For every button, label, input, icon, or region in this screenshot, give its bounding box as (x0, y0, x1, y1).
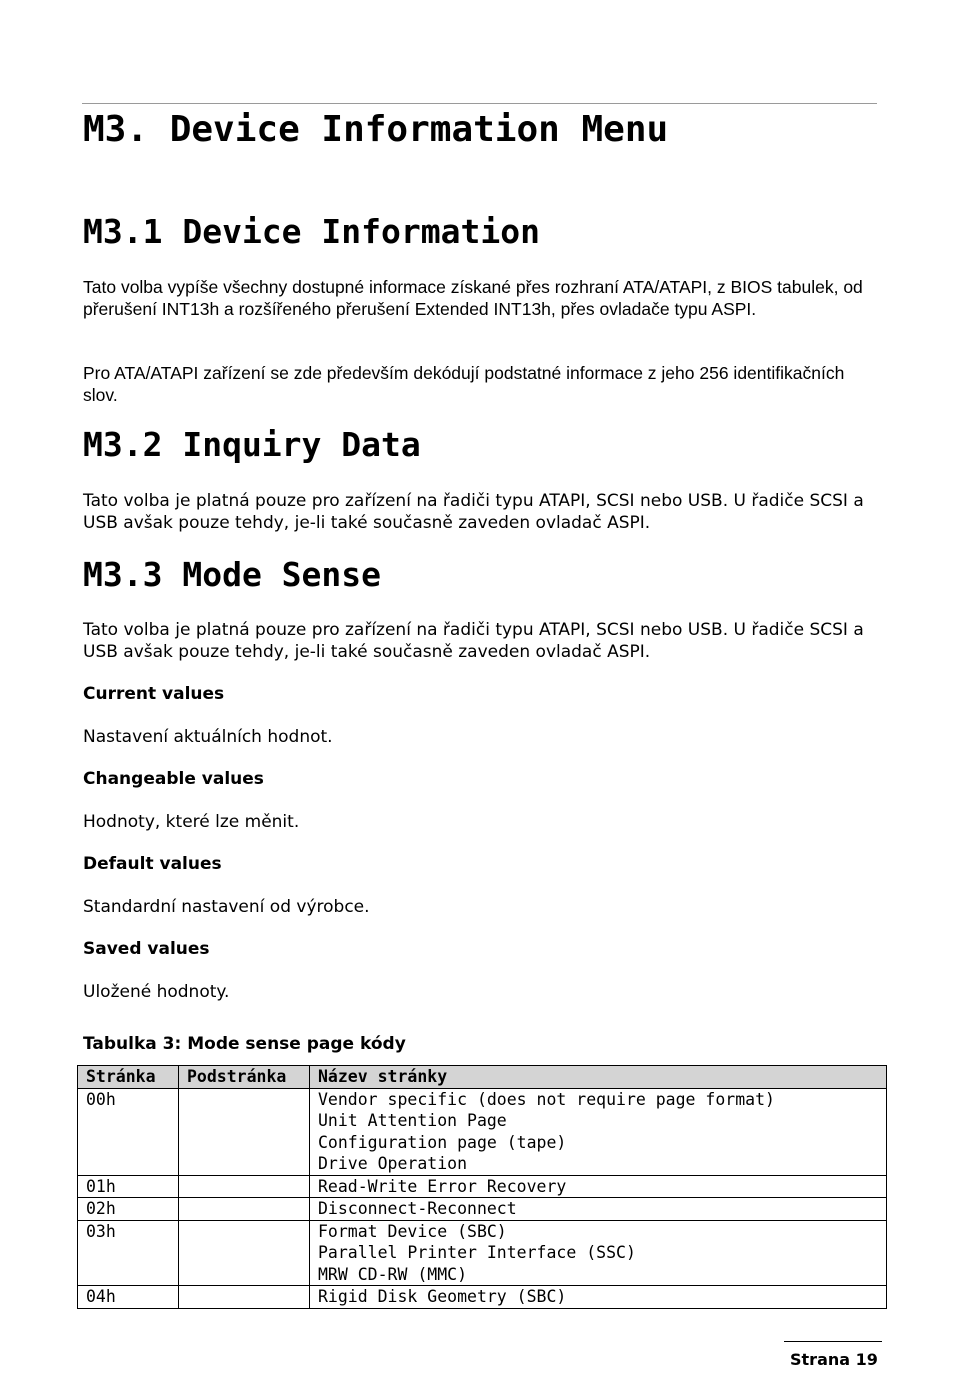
subheading-current-values: Current values (83, 684, 225, 704)
paragraph-inquiry-data: Tato volba je platná pouze pro zařízení na řadiči typu ATAPI, SCSI nebo USB. U řadiče SCSI a USB avšak pouze tehdy, je-li také současně zaveden ovladač ASPI. (83, 491, 864, 533)
section-heading-mode-sense: M3.3 Mode Sense (83, 555, 382, 594)
column-header-page: Stránka (78, 1066, 179, 1089)
cell-page-names (310, 1220, 887, 1286)
page-name: Format Device (SBC) (318, 1221, 507, 1241)
cell-subpage (179, 1175, 310, 1198)
cell-page: 04h (78, 1286, 179, 1309)
cell-page-names (310, 1198, 887, 1221)
table-row (78, 1175, 887, 1198)
page-name: Read-Write Error Recovery (318, 1176, 567, 1196)
cell-page: 00h (78, 1088, 179, 1175)
page-name: Configuration page (tape) (318, 1132, 567, 1152)
page-name: MRW CD-RW (MMC) (318, 1264, 468, 1284)
cell-page-names (310, 1286, 887, 1309)
cell-subpage (179, 1198, 310, 1221)
page-name: Rigid Disk Geometry (SBC) (318, 1287, 567, 1306)
page-name: Parallel Printer Interface (SSC) (318, 1243, 636, 1262)
page-name: Disconnect-Reconnect (318, 1199, 517, 1218)
mode-sense-table (77, 1065, 887, 1309)
desc-current-values: Nastavení aktuálních hodnot. (83, 727, 333, 747)
section-heading-inquiry-data: M3.2 Inquiry Data (83, 425, 421, 464)
cell-page-names (310, 1175, 887, 1198)
cell-subpage (179, 1220, 310, 1286)
desc-default-values: Standardní nastavení od výrobce. (83, 897, 370, 917)
cell-subpage (179, 1286, 310, 1309)
table-caption: Tabulka 3: Mode sense page kódy (83, 1034, 406, 1054)
page-name: Unit Attention Page (318, 1111, 507, 1130)
table-row (78, 1088, 887, 1175)
page-name: Drive Operation (318, 1154, 468, 1173)
table-row (78, 1198, 887, 1221)
cell-page: 02h (78, 1198, 179, 1221)
subheading-changeable-values: Changeable values (83, 769, 264, 789)
page-number: Strana 19 (790, 1350, 878, 1369)
cell-subpage (179, 1088, 310, 1175)
section-heading-device-information: M3.1 Device Information (83, 212, 540, 251)
paragraph-device-information-2: Pro ATA/ATAPI zařízení se zde především dekódují podstatné informace z jeho 256 identifikačních slov. (83, 363, 845, 405)
footer-rule (784, 1341, 882, 1342)
page-name: Vendor specific (does not require page format) (318, 1089, 775, 1109)
desc-changeable-values: Hodnoty, které lze měnit. (83, 812, 300, 832)
table-row (78, 1220, 887, 1286)
table-row (78, 1286, 887, 1309)
cell-page: 03h (78, 1220, 179, 1286)
paragraph-device-information-1: Tato volba vypíše všechny dostupné informace získané přes rozhraní ATA/ATAPI, z BIOS tabulek, od přerušení INT13h a rozšířeného přerušení Extended INT13h, přes ovladače typu ASPI. (83, 277, 863, 319)
cell-page: 01h (78, 1175, 179, 1198)
column-header-subpage: Podstránka (179, 1066, 310, 1089)
subheading-saved-values: Saved values (83, 939, 210, 959)
paragraph-mode-sense: Tato volba je platná pouze pro zařízení na řadiči typu ATAPI, SCSI nebo USB. U řadiče SCSI a USB avšak pouze tehdy, je-li také současně zaveden ovladač ASPI. (83, 620, 864, 662)
column-header-page-name: Název stránky (310, 1066, 887, 1089)
table-header-row (78, 1066, 887, 1089)
cell-page-names (310, 1088, 887, 1175)
subheading-default-values: Default values (83, 854, 222, 874)
page-title: M3. Device Information Menu (83, 109, 669, 150)
desc-saved-values: Uložené hodnoty. (83, 982, 230, 1002)
header-rule (82, 103, 877, 104)
